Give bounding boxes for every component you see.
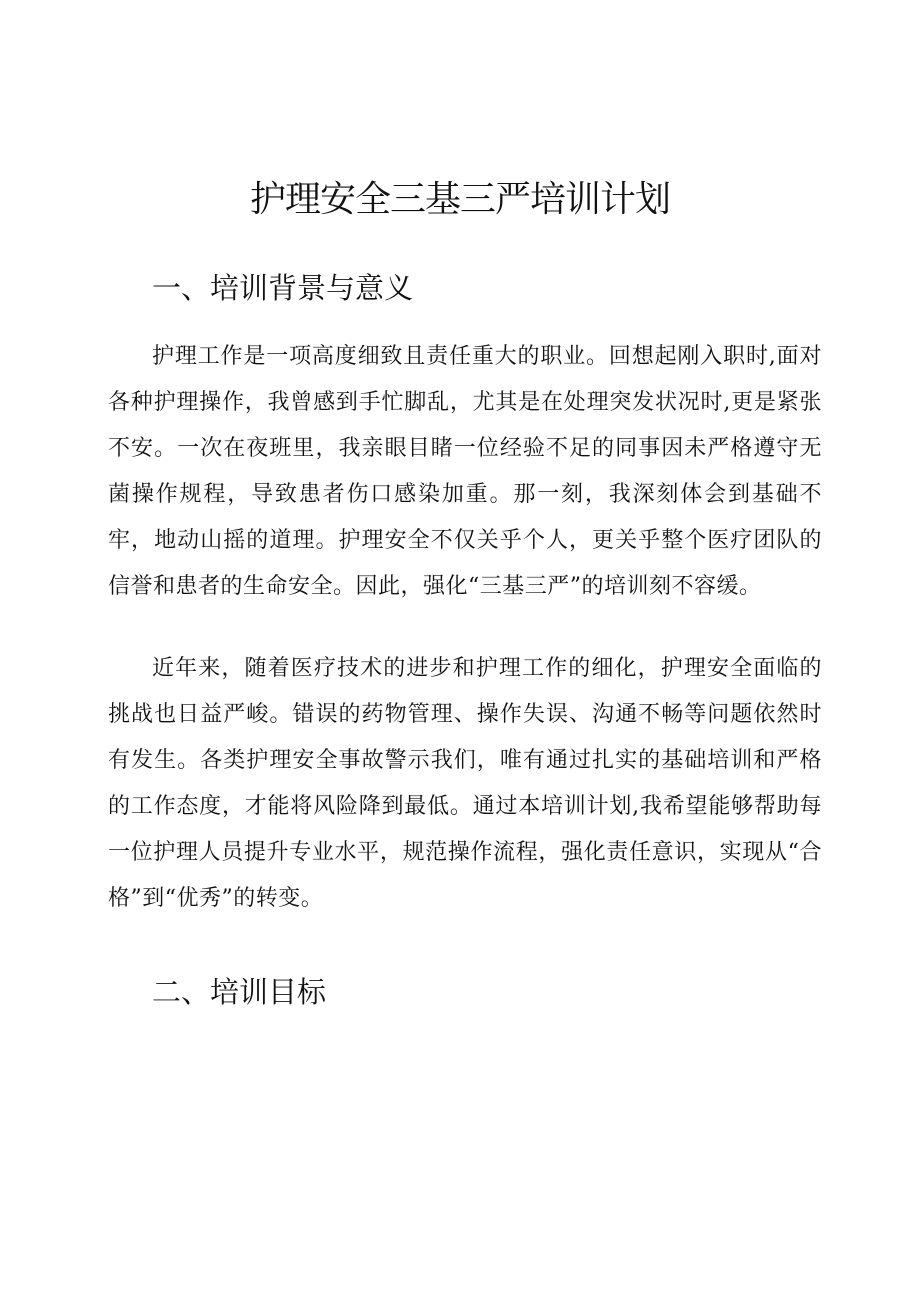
- paragraph-background-2: 近年来，随着医疗技术的进步和护理工作的细化，护理安全面临的挑战也日益严峻。错误的药物管理、操作失误、沟通不畅等问题依然时有发生。各类护理安全事故警示我们，唯有通过扎实的基础培训和严格的工作态度，才能将风险降到最低。通过本培训计划,我希望能够帮助每一位护理人员提升专业水平，规范操作流程，强化责任意识，实现从“合格”到“优秀”的转变。: [108, 656, 822, 911]
- document-title: 护理安全三基三严培训计划: [249, 179, 670, 220]
- paragraph-background-1: 护理工作是一项高度细致且责任重大的职业。回想起刚入职时,面对各种护理操作，我曾感到手忙脚乱，尤其是在处理突发状况时,更是紧张不安。一次在夜班里，我亲眼目睹一位经验不足的同事因未严格遵守无菌操作规程，导致患者伤口感染加重。那一刻，我深刻体会到基础不牢，地动山摇的道理。护理安全不仅关乎个人，更关乎整个医疗团队的信誉和患者的生命安全。因此，强化“三基三严”的培训刻不容缓。: [108, 344, 822, 599]
- section-heading-background: 一、培训背景与意义: [152, 271, 414, 305]
- section-heading-goals: 二、培训目标: [152, 975, 327, 1009]
